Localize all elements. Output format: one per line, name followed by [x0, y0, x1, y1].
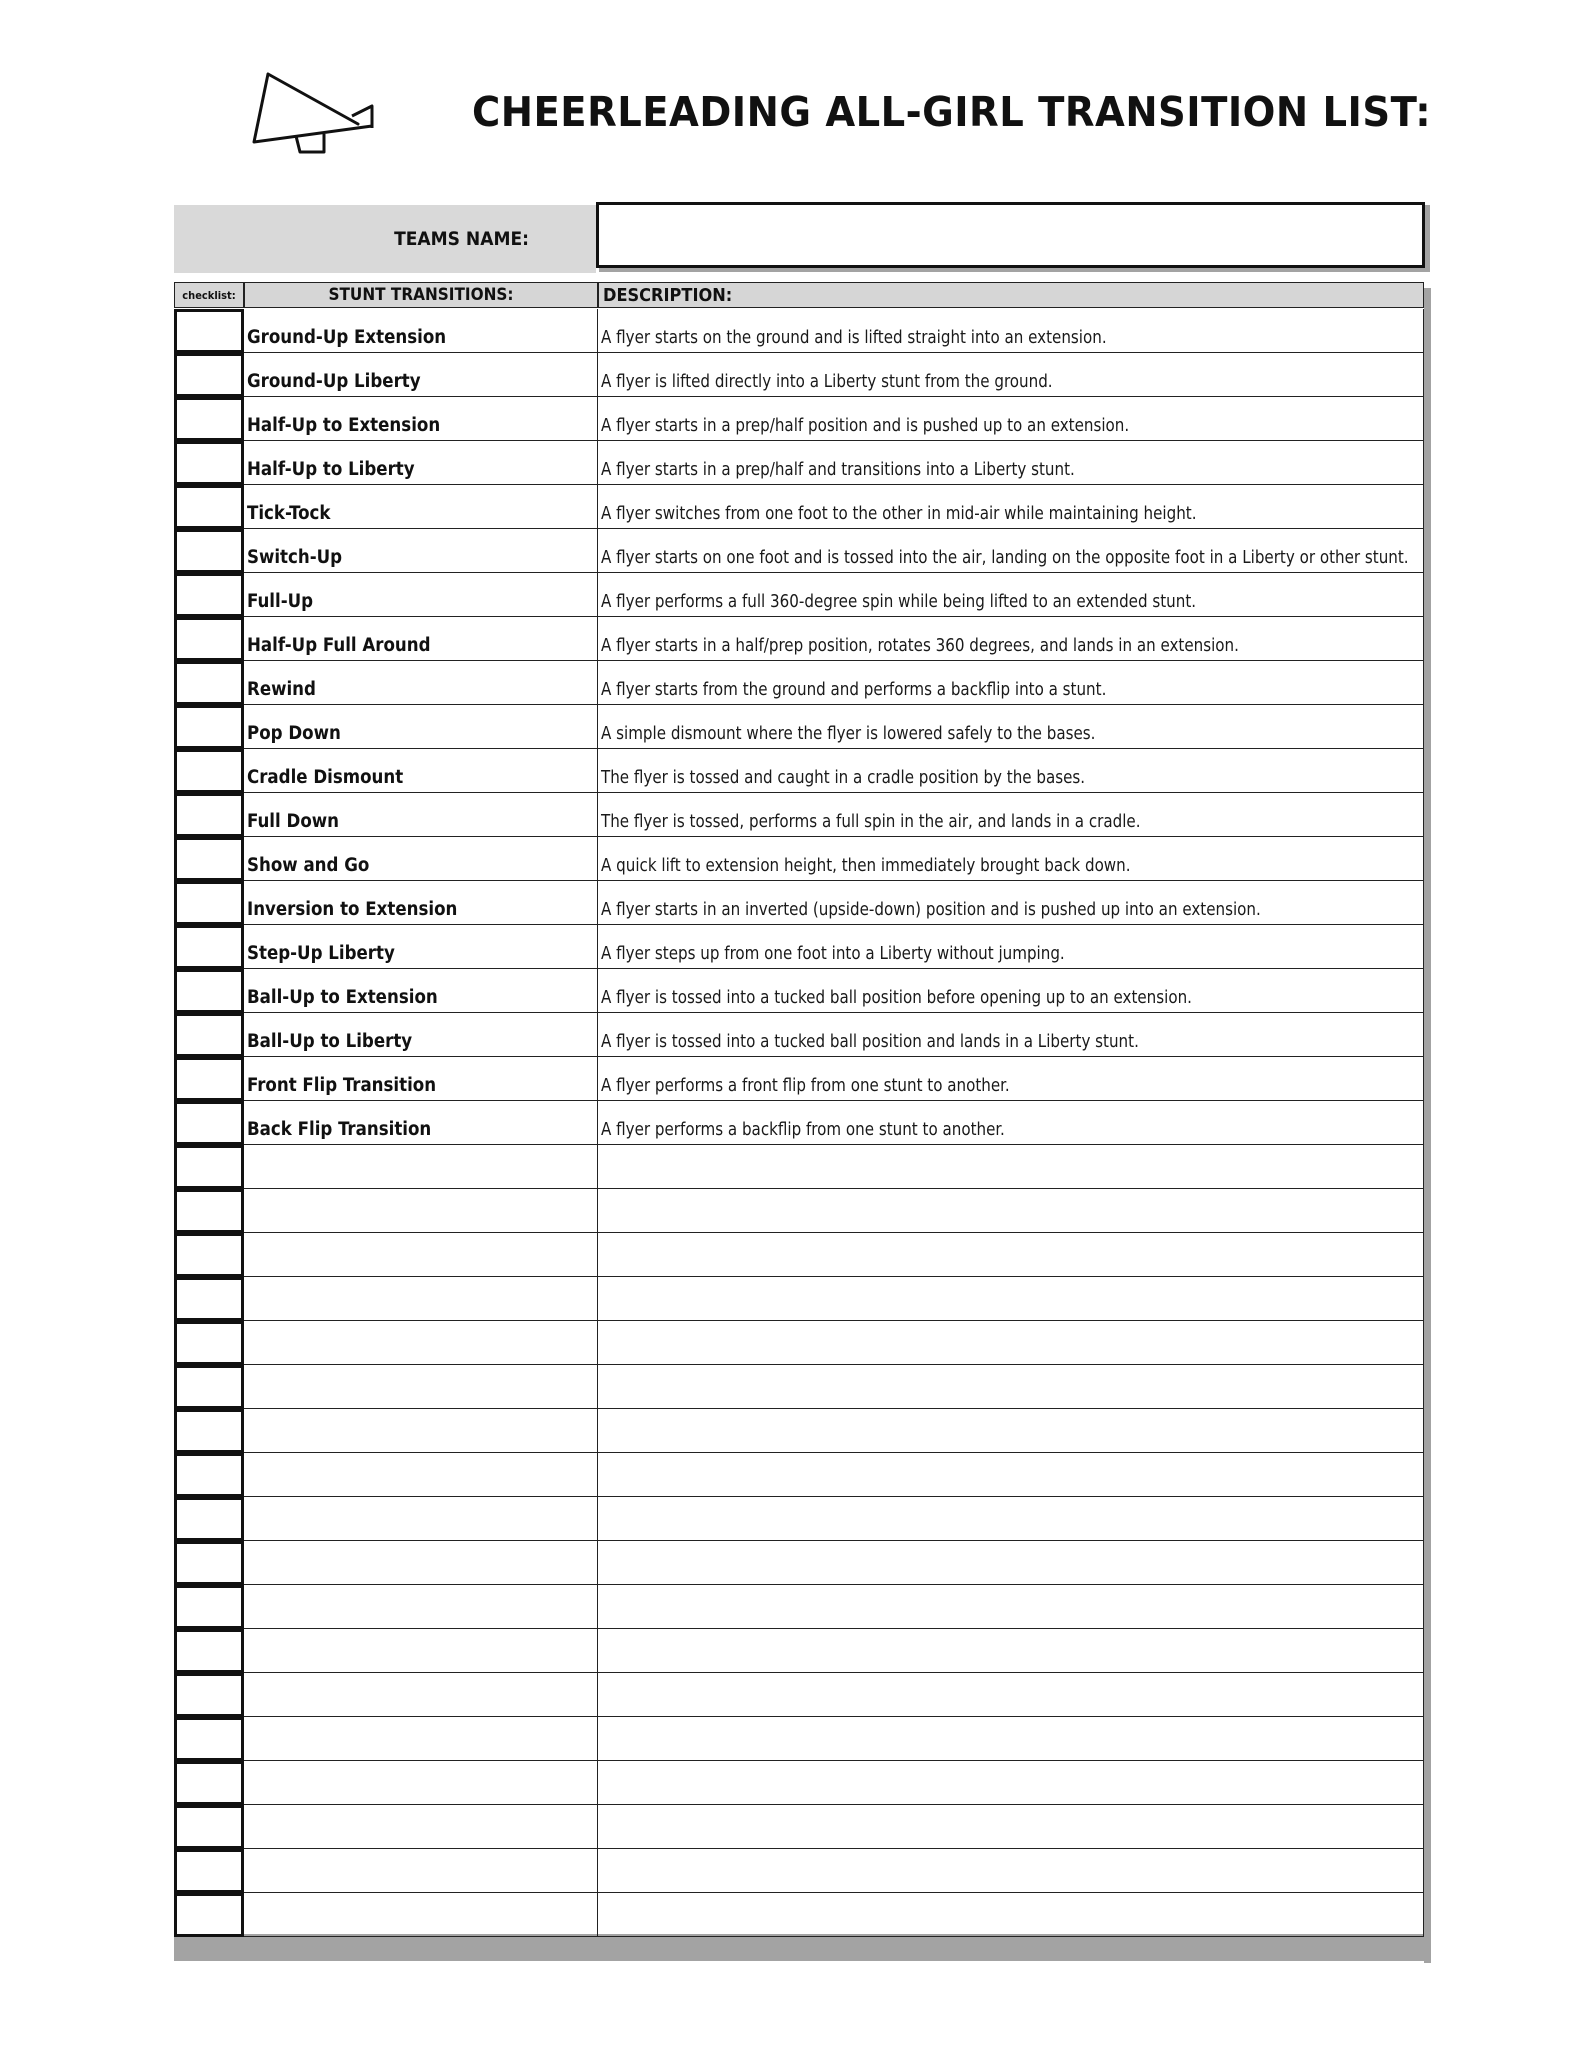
checklist-checkbox[interactable] — [174, 1365, 244, 1409]
checklist-checkbox[interactable] — [174, 617, 244, 661]
description-cell — [598, 661, 1424, 705]
description-cell — [598, 1277, 1424, 1321]
table-row — [174, 837, 1424, 881]
stunt-name-cell — [244, 1893, 598, 1937]
checklist-checkbox[interactable] — [174, 573, 244, 617]
stunt-name-cell — [244, 1277, 598, 1321]
stunt-name-cell: Show and Go — [244, 837, 598, 881]
stunt-name-cell: Cradle Dismount — [244, 749, 598, 793]
description-text: The flyer is tossed, performs a full spin in the air, and lands in a cradle. — [601, 812, 1141, 832]
checklist-checkbox[interactable] — [174, 1629, 244, 1673]
description-cell — [598, 1805, 1424, 1849]
megaphone-icon — [248, 70, 378, 162]
description-text: A flyer is tossed into a tucked ball position and lands in a Liberty stunt. — [601, 1032, 1139, 1052]
description-cell — [598, 1673, 1424, 1717]
table-row — [174, 1409, 1424, 1453]
stunt-name-cell — [244, 1761, 598, 1805]
checklist-checkbox[interactable] — [174, 309, 244, 353]
checklist-checkbox[interactable] — [174, 925, 244, 969]
stunt-name-cell: Ball-Up to Extension — [244, 969, 598, 1013]
stunt-name-cell: Ball-Up to Liberty — [244, 1013, 598, 1057]
table-row — [174, 749, 1424, 793]
description-text: A simple dismount where the flyer is lowered safely to the bases. — [601, 724, 1096, 744]
description-cell — [598, 1717, 1424, 1761]
table-row — [174, 1761, 1424, 1805]
table-row — [174, 1629, 1424, 1673]
table-row — [174, 925, 1424, 969]
description-text: A flyer performs a full 360-degree spin while being lifted to an extended stunt. — [601, 592, 1197, 612]
team-name-label: TEAMS NAME: — [394, 228, 529, 250]
checklist-checkbox[interactable] — [174, 1057, 244, 1101]
checklist-checkbox[interactable] — [174, 1145, 244, 1189]
description-text: A quick lift to extension height, then immediately brought back down. — [601, 856, 1131, 876]
table-row — [174, 485, 1424, 529]
team-box-shadow — [599, 268, 1430, 272]
description-text: A flyer performs a backflip from one stunt to another. — [601, 1120, 1005, 1140]
table-row — [174, 1541, 1424, 1585]
checklist-checkbox[interactable] — [174, 1409, 244, 1453]
table-row — [174, 969, 1424, 1013]
description-text: A flyer starts in a prep/half position and is pushed up to an extension. — [601, 416, 1130, 436]
description-cell — [598, 1057, 1424, 1101]
description-cell — [598, 1585, 1424, 1629]
description-cell — [598, 1849, 1424, 1893]
stunt-name-cell: Rewind — [244, 661, 598, 705]
stunt-name-cell: Full-Up — [244, 573, 598, 617]
description-cell — [598, 925, 1424, 969]
description-text: A flyer starts from the ground and performs a backflip into a stunt. — [601, 680, 1107, 700]
table-row — [174, 573, 1424, 617]
description-cell — [598, 1365, 1424, 1409]
description-cell — [598, 705, 1424, 749]
checklist-checkbox[interactable] — [174, 1453, 244, 1497]
table-row — [174, 661, 1424, 705]
description-cell — [598, 1409, 1424, 1453]
stunt-name-cell: Half-Up to Liberty — [244, 441, 598, 485]
description-cell — [598, 353, 1424, 397]
description-cell — [598, 881, 1424, 925]
table-row — [174, 1717, 1424, 1761]
description-text: A flyer switches from one foot to the other in mid-air while maintaining height. — [601, 504, 1197, 524]
stunt-name-cell — [244, 1233, 598, 1277]
description-text: A flyer steps up from one foot into a Liberty without jumping. — [601, 944, 1065, 964]
description-cell — [598, 749, 1424, 793]
description-cell — [598, 1497, 1424, 1541]
table-row — [174, 617, 1424, 661]
checklist-checkbox[interactable] — [174, 1189, 244, 1233]
table-row — [174, 1365, 1424, 1409]
table-row — [174, 1277, 1424, 1321]
stunt-name-cell: Tick-Tock — [244, 485, 598, 529]
description-cell — [598, 485, 1424, 529]
checklist-checkbox[interactable] — [174, 1013, 244, 1057]
stunt-name-cell: Half-Up to Extension — [244, 397, 598, 441]
table-row — [174, 1145, 1424, 1189]
description-cell — [598, 793, 1424, 837]
table-row — [174, 353, 1424, 397]
stunt-name-cell: Inversion to Extension — [244, 881, 598, 925]
team-box-shadow — [1425, 205, 1430, 271]
stunt-name-cell: Half-Up Full Around — [244, 617, 598, 661]
description-cell — [598, 441, 1424, 485]
page-title: CHEERLEADING ALL-GIRL TRANSITION LIST: — [472, 88, 1432, 136]
checklist-checkbox[interactable] — [174, 881, 244, 925]
description-cell — [598, 1453, 1424, 1497]
description-cell — [598, 837, 1424, 881]
description-cell — [598, 1541, 1424, 1585]
table-row — [174, 529, 1424, 573]
checklist-checkbox[interactable] — [174, 793, 244, 837]
description-text: A flyer starts in an inverted (upside-down) position and is pushed up into an extension. — [601, 900, 1261, 920]
stunt-name-cell — [244, 1145, 598, 1189]
stunt-name-cell — [244, 1321, 598, 1365]
stunt-name-cell — [244, 1585, 598, 1629]
table-row — [174, 397, 1424, 441]
description-cell — [598, 1013, 1424, 1057]
stunt-name-cell — [244, 1189, 598, 1233]
checklist-checkbox[interactable] — [174, 1497, 244, 1541]
stunt-name-cell: Ground-Up Liberty — [244, 353, 598, 397]
checklist-checkbox[interactable] — [174, 1277, 244, 1321]
stunt-name-cell — [244, 1849, 598, 1893]
table-row — [174, 881, 1424, 925]
description-text: A flyer starts on one foot and is tossed into the air, landing on the opposite foot in a Liberty or other stunt. — [601, 548, 1409, 568]
stunt-name-cell: Full Down — [244, 793, 598, 837]
table-row — [174, 793, 1424, 837]
checklist-checkbox[interactable] — [174, 969, 244, 1013]
team-name-field[interactable] — [596, 202, 1425, 268]
description-header: DESCRIPTION: — [598, 282, 1424, 308]
description-cell — [598, 529, 1424, 573]
checklist-checkbox[interactable] — [174, 1321, 244, 1365]
table-row — [174, 309, 1424, 353]
table-row — [174, 1497, 1424, 1541]
stunt-name-cell: Switch-Up — [244, 529, 598, 573]
checklist-header: checklist: — [174, 282, 244, 308]
stunt-name-cell — [244, 1717, 598, 1761]
stunt-name-cell — [244, 1673, 598, 1717]
checklist-checkbox[interactable] — [174, 1585, 244, 1629]
description-cell — [598, 617, 1424, 661]
table-row — [174, 1673, 1424, 1717]
table-row — [174, 1189, 1424, 1233]
description-text: A flyer starts on the ground and is lifted straight into an extension. — [601, 328, 1107, 348]
checklist-checkbox[interactable] — [174, 661, 244, 705]
description-text: A flyer performs a front flip from one stunt to another. — [601, 1076, 1010, 1096]
description-cell — [598, 1101, 1424, 1145]
checklist-checkbox[interactable] — [174, 1233, 244, 1277]
description-cell — [598, 397, 1424, 441]
checklist-checkbox[interactable] — [174, 1541, 244, 1585]
checklist-checkbox[interactable] — [174, 397, 244, 441]
checklist-checkbox[interactable] — [174, 1761, 244, 1805]
checklist-checkbox[interactable] — [174, 1717, 244, 1761]
description-cell — [598, 1189, 1424, 1233]
description-cell — [598, 969, 1424, 1013]
table-row — [174, 441, 1424, 485]
table-row — [174, 1013, 1424, 1057]
table-row — [174, 1057, 1424, 1101]
description-text: A flyer is tossed into a tucked ball position before opening up to an extension. — [601, 988, 1192, 1008]
description-text: A flyer starts in a half/prep position, rotates 360 degrees, and lands in an extension. — [601, 636, 1239, 656]
table-row — [174, 1101, 1424, 1145]
checklist-checkbox[interactable] — [174, 1893, 244, 1937]
checklist-checkbox[interactable] — [174, 1101, 244, 1145]
stunt-name-cell: Front Flip Transition — [244, 1057, 598, 1101]
checklist-checkbox[interactable] — [174, 837, 244, 881]
table-row — [174, 1321, 1424, 1365]
table-row — [174, 1453, 1424, 1497]
checklist-checkbox[interactable] — [174, 441, 244, 485]
checklist-checkbox[interactable] — [174, 485, 244, 529]
stunt-name-cell — [244, 1365, 598, 1409]
stunt-name-cell: Pop Down — [244, 705, 598, 749]
table-row — [174, 1233, 1424, 1277]
table-row — [174, 1893, 1424, 1937]
stunt-name-cell — [244, 1497, 598, 1541]
description-cell — [598, 1321, 1424, 1365]
stunt-name-cell: Back Flip Transition — [244, 1101, 598, 1145]
table-shadow — [174, 1934, 1431, 1961]
checklist-checkbox[interactable] — [174, 529, 244, 573]
description-text: The flyer is tossed and caught in a cradle position by the bases. — [601, 768, 1086, 788]
description-text: A flyer starts in a prep/half and transitions into a Liberty stunt. — [601, 460, 1075, 480]
table-row — [174, 1805, 1424, 1849]
description-cell — [598, 1761, 1424, 1805]
checklist-checkbox[interactable] — [174, 1673, 244, 1717]
stunt-name-cell — [244, 1453, 598, 1497]
description-cell — [598, 573, 1424, 617]
stunt-name-cell: Step-Up Liberty — [244, 925, 598, 969]
stunt-name-cell: Ground-Up Extension — [244, 309, 598, 353]
stunt-name-cell — [244, 1805, 598, 1849]
table-row — [174, 705, 1424, 749]
description-cell — [598, 1893, 1424, 1937]
checklist-checkbox[interactable] — [174, 1805, 244, 1849]
checklist-checkbox[interactable] — [174, 1849, 244, 1893]
table-row — [174, 1849, 1424, 1893]
description-cell — [598, 1629, 1424, 1673]
table-shadow — [1424, 288, 1431, 1963]
description-cell — [598, 1145, 1424, 1189]
checklist-checkbox[interactable] — [174, 353, 244, 397]
checklist-checkbox[interactable] — [174, 705, 244, 749]
stunt-name-cell — [244, 1409, 598, 1453]
table-row — [174, 1585, 1424, 1629]
description-cell — [598, 309, 1424, 353]
stunt-name-cell — [244, 1541, 598, 1585]
description-cell — [598, 1233, 1424, 1277]
checklist-checkbox[interactable] — [174, 749, 244, 793]
description-text: A flyer is lifted directly into a Liberty stunt from the ground. — [601, 372, 1053, 392]
stunt-name-cell — [244, 1629, 598, 1673]
stunt-header: STUNT TRANSITIONS: — [244, 282, 598, 308]
